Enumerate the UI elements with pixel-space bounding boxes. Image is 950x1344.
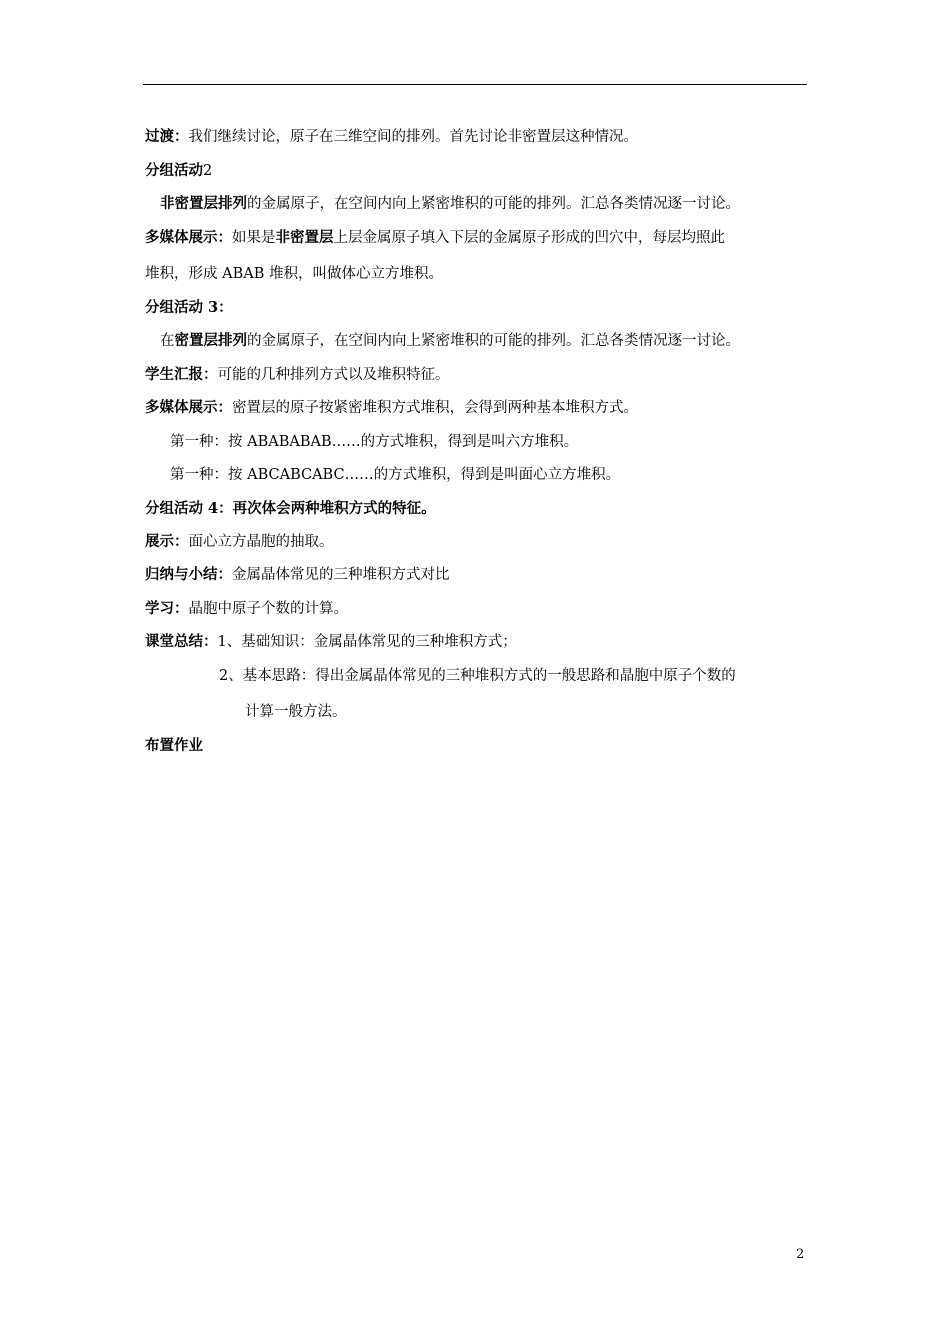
paragraph-student-report [145,365,450,385]
paragraph-study [145,599,348,619]
heading-group-activity-3 [145,298,233,318]
label-transition: 过渡： [145,128,189,145]
header-rule [143,84,807,85]
paragraph-class-summary [145,632,517,652]
text-hexagonal-stacking: 第一种：按 ABABABAB……的方式堆积，得到是叫六方堆积。 [170,434,579,450]
paragraph-hexagonal [170,432,578,452]
paragraph-multimedia-1 [145,228,725,248]
text-multimedia-2: 密置层的原子按紧密堆积方式堆积，会得到两种基本堆积方式。 [232,400,638,416]
page-number: 2 [796,1247,805,1262]
label-group-activity-2: 分组活动 [145,162,203,179]
label-multimedia-1: 多媒体展示： [145,229,232,246]
label-group-activity-3: 分组活动 3： [145,299,233,316]
label-homework: 布置作业 [145,737,203,754]
label-study: 学习： [145,600,189,617]
heading-group-activity-4 [145,499,436,519]
text-summary: 金属晶体常见的三种堆积方式对比 [232,567,450,583]
text-display: 面心立方晶胞的抽取。 [188,534,334,550]
text-multimedia-1b: 上层金属原子填入下层的金属原子形成的凹穴中，每层均照此 [333,230,725,246]
text-class-summary-1: 1、基础知识：金属晶体常见的三种堆积方式； [217,634,517,650]
text-class-summary-2-cont: 计算一般方法。 [245,704,347,720]
paragraph-display [145,532,334,552]
text-close-packed-prefix: 在 [160,333,175,349]
term-non-close-packed: 非密置层排列 [160,195,247,212]
text-group-activity-2-number: 2 [203,163,213,179]
paragraph-fcc [170,465,620,485]
text-multimedia-1a: 如果是 [232,230,276,246]
paragraph-summary [145,565,450,585]
term-close-packed: 密置层排列 [174,332,247,349]
paragraph-class-summary-2-cont [245,702,347,722]
paragraph-multimedia-2 [145,398,638,418]
text-fcc-stacking: 第一种：按 ABCABCABC……的方式堆积，得到是叫面心立方堆积。 [170,467,621,483]
label-summary: 归纳与小结： [145,566,232,583]
label-group-activity-4: 分组活动 4：再次体会两种堆积方式的特征。 [145,500,436,517]
heading-homework [145,736,203,756]
label-display: 展示： [145,533,189,550]
paragraph-multimedia-1-cont [145,264,443,284]
paragraph-non-close-packed [160,194,740,214]
paragraph-close-packed [160,331,740,351]
label-student-report: 学生汇报： [145,366,218,383]
text-study: 晶胞中原子个数的计算。 [188,601,348,617]
label-class-summary: 课堂总结： [145,633,218,650]
text-class-summary-2: 2、基本思路：得出金属晶体常见的三种堆积方式的一般思路和晶胞中原子个数的 [219,668,736,684]
label-multimedia-2: 多媒体展示： [145,399,232,416]
text-close-packed: 的金属原子，在空间内向上紧密堆积的可能的排列。汇总各类情况逐一讨论。 [247,333,740,349]
text-transition: 我们继续讨论，原子在三维空间的排列。首先讨论非密置层这种情况。 [188,129,638,145]
paragraph-class-summary-2 [219,666,736,686]
text-student-report: 可能的几种排列方式以及堆积特征。 [217,367,450,383]
text-non-close-packed: 的金属原子，在空间内向上紧密堆积的可能的排列。汇总各类情况逐一讨论。 [247,196,740,212]
paragraph-transition [145,127,638,147]
heading-group-activity-2 [145,161,212,181]
term-non-close-packed-2: 非密置层 [275,229,334,246]
text-abab-stacking: 堆积，形成 ABAB 堆积，叫做体心立方堆积。 [145,266,443,282]
